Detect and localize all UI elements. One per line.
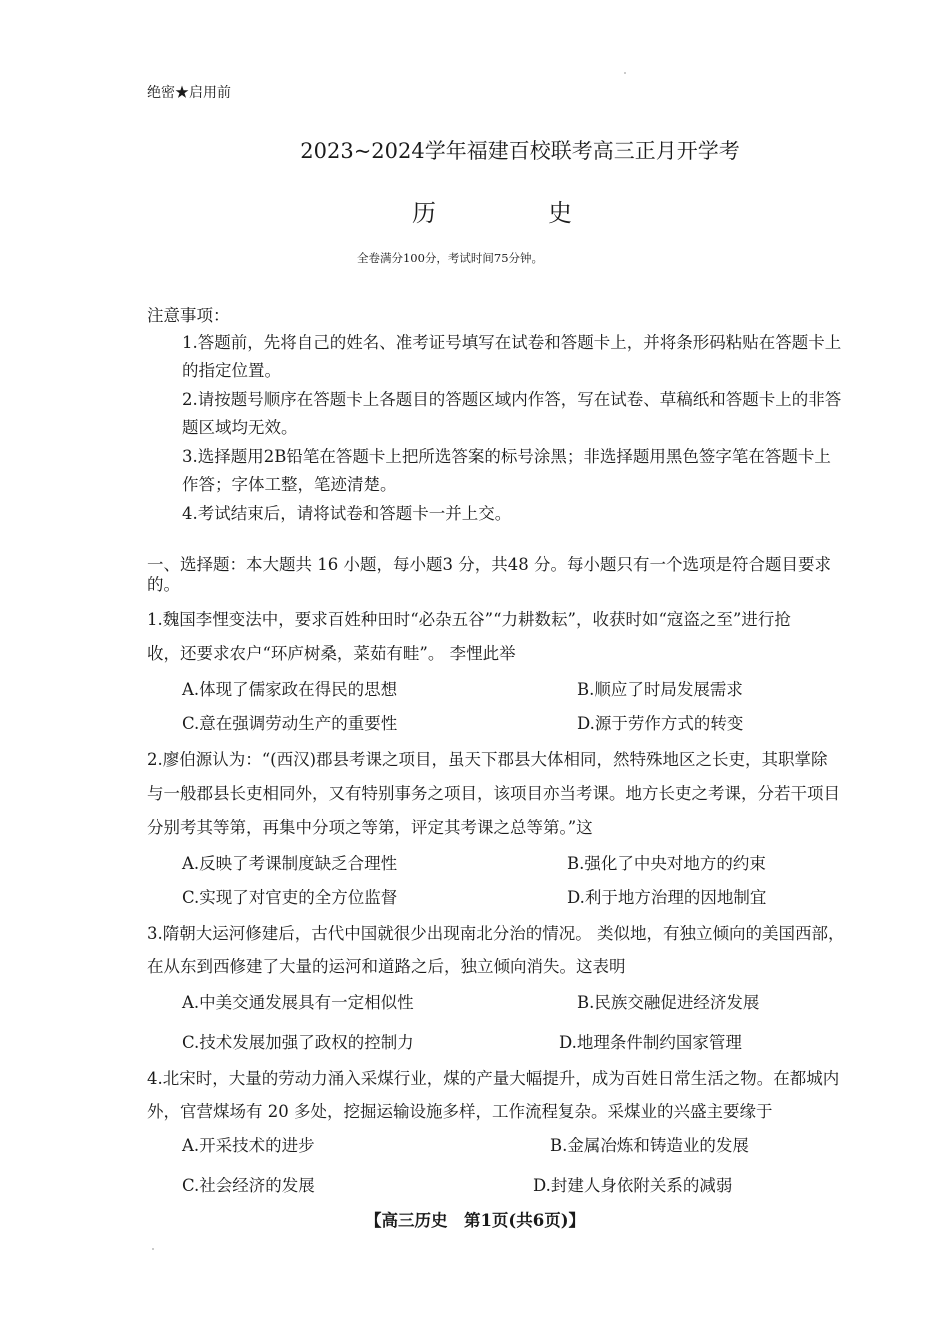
question-3-option-a: A.中美交通发展具有一定相似性 xyxy=(182,993,414,1012)
question-2-stem: 2.廖伯源认为：“(西汉)郡县考课之项目，虽天下郡县大体相同，然特殊地区之长吏，其职掌除 xyxy=(147,750,828,769)
notice-line: 2.请按题号顺序在答题卡上各题目的答题区域内作答，写在试卷、草稿纸和答题卡上的非答 xyxy=(182,390,842,409)
question-2-stem: 与一般郡县长吏相同外，又有特别事务之项目，该项目亦当考课。地方长吏之考课，分若干项目 xyxy=(147,784,840,803)
question-2-option-b: B.强化了中央对地方的约束 xyxy=(567,854,766,873)
question-3-option-d: D.地理条件制约国家管理 xyxy=(559,1033,742,1052)
question-2-stem: 分别考其等第，再集中分项之等第，评定其考课之总等第。”这 xyxy=(147,818,593,837)
question-1-option-b: B.顺应了时局发展需求 xyxy=(577,680,743,699)
question-3-option-c: C.技术发展加强了政权的控制力 xyxy=(182,1033,414,1052)
question-1-option-a: A.体现了儒家政在得民的思想 xyxy=(182,680,398,699)
question-3-stem: 3.隋朝大运河修建后，古代中国就很少出现南北分治的情况。 类似地，有独立倾向的美国西部， xyxy=(147,924,845,943)
question-2-option-d: D.利于地方治理的因地制宜 xyxy=(567,888,767,907)
question-1-option-d: D.源于劳作方式的转变 xyxy=(577,714,744,733)
question-2-option-a: A.反映了考课制度缺乏合理性 xyxy=(182,854,398,873)
notice-line: 1.答题前，先将自己的姓名、准考证号填写在试卷和答题卡上，并将条形码粘贴在答题卡上 xyxy=(182,333,842,352)
question-1-stem: 1.魏国李悝变法中，要求百姓种田时“必杂五谷”“力耕数耘”，收获时如“寇盗之至”进行抢 xyxy=(147,610,791,629)
subject-char-2: 史 xyxy=(548,199,572,227)
notice-line: 题区域均无效。 xyxy=(182,418,298,437)
question-4-option-d: D.封建人身依附关系的减弱 xyxy=(533,1176,733,1195)
section-heading-cont: 的。 xyxy=(147,575,180,594)
question-4-option-a: A.开采技术的进步 xyxy=(182,1136,315,1155)
score-note: 全卷满分100分，考试时间75分钟。 xyxy=(356,251,544,265)
notice-line: 的指定位置。 xyxy=(182,361,281,380)
question-3-stem: 在从东到西修建了大量的运河和道路之后，独立倾向消失。这表明 xyxy=(147,957,626,976)
question-4-stem: 4.北宋时，大量的劳动力涌入采煤行业，煤的产量大幅提升，成为百姓日常生活之物。在都城内 xyxy=(147,1069,840,1088)
notice-heading: 注意事项： xyxy=(147,306,230,325)
notice-line: 4.考试结束后，请将试卷和答题卡一并上交。 xyxy=(182,504,512,523)
question-4-stem: 外，官营煤场有 20 多处，挖掘运输设施多样，工作流程复杂。采煤业的兴盛主要缘于 xyxy=(147,1102,773,1121)
question-1-option-c: C.意在强调劳动生产的重要性 xyxy=(182,714,398,733)
page-footer: 【高三历史 第1页(共6页)】 xyxy=(364,1211,586,1230)
notice-line: 作答；字体工整，笔迹清楚。 xyxy=(182,475,397,494)
question-1-stem: 收，还要求农户“环庐树桑，菜茹有畦”。 李悝此举 xyxy=(147,644,516,663)
notice-line: 3.选择题用2B铅笔在答题卡上把所选答案的标号涂黑；非选择题用黑色签字笔在答题卡上 xyxy=(182,447,831,466)
exam-title: 2023~2024学年福建百校联考高三正月开学考 xyxy=(300,139,740,163)
subject-char-1: 历 xyxy=(412,199,436,227)
question-3-option-b: B.民族交融促进经济发展 xyxy=(577,993,760,1012)
confidential-mark: 绝密★启用前 xyxy=(147,85,231,101)
question-4-option-c: C.社会经济的发展 xyxy=(182,1176,315,1195)
question-2-option-c: C.实现了对官吏的全方位监督 xyxy=(182,888,398,907)
question-4-option-b: B.金属冶炼和铸造业的发展 xyxy=(550,1136,749,1155)
section-heading: 一、选择题：本大题共 16 小题，每小题3 分，共48 分。每小题只有一个选项是符合题目要求 xyxy=(147,555,831,574)
